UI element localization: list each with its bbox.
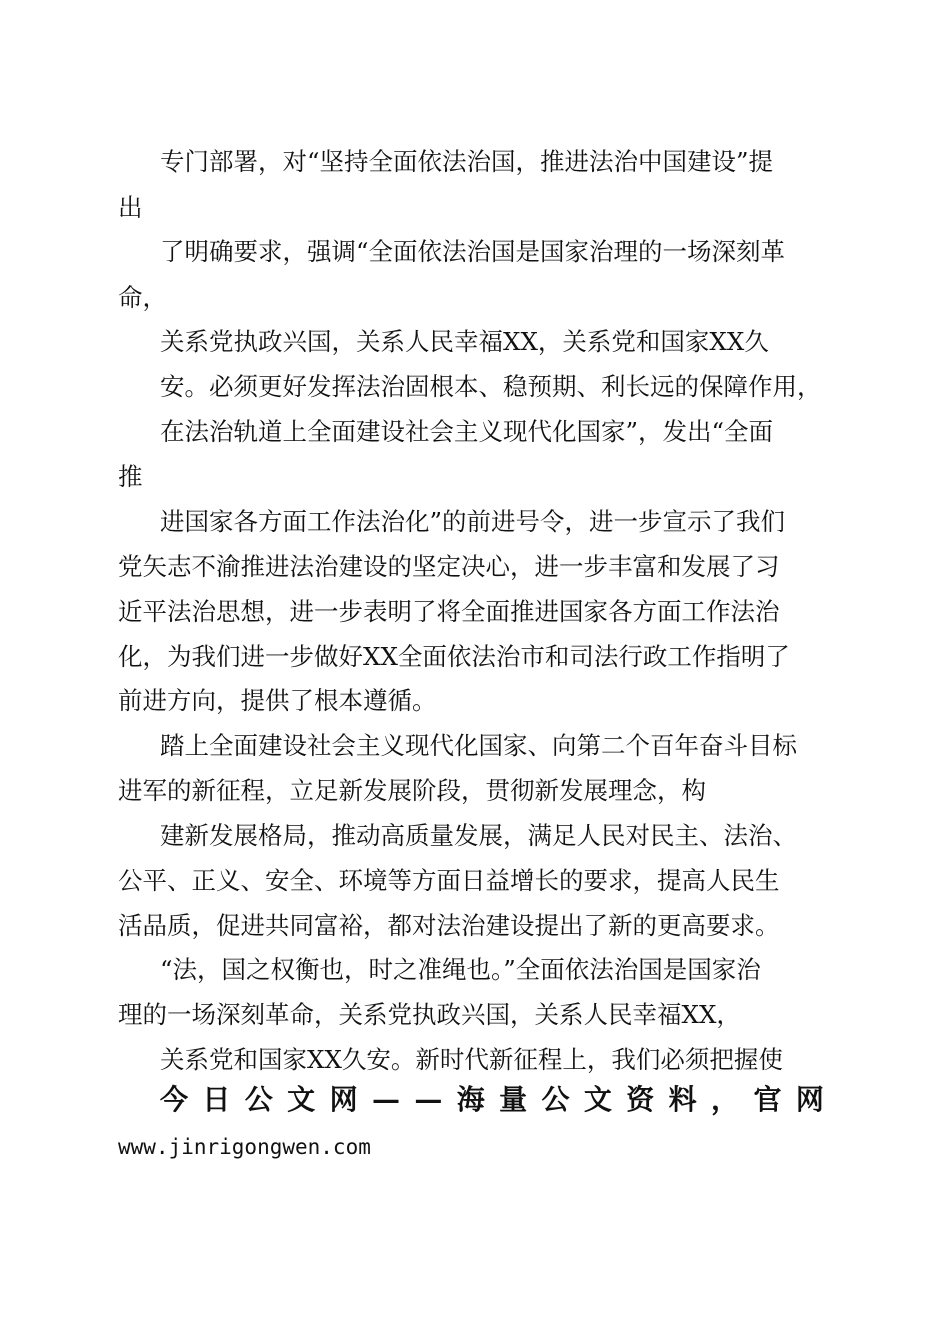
paragraph-line: 建新发展格局，推动高质量发展，满足人民对民主、法治、 bbox=[160, 821, 797, 850]
footer-title-char: 海 bbox=[456, 1083, 485, 1116]
paragraph-line: 关系党执政兴国，关系人民幸福XX，关系党和国家XX久 bbox=[160, 327, 769, 356]
paragraph-line: 出 bbox=[118, 193, 143, 222]
paragraph-line: 理的一场深刻革命，关系党执政兴国，关系人民幸福XX， bbox=[118, 1000, 741, 1029]
paragraph-line: 化，为我们进一步做好XX全面依法治市和司法行政工作指明了 bbox=[118, 642, 790, 671]
footer-title-char: — bbox=[371, 1083, 400, 1116]
footer-title-char: 网 bbox=[329, 1083, 358, 1116]
paragraph-line: 专门部署，对“坚持全面依法治国，推进法治中国建设”提 bbox=[160, 147, 774, 176]
paragraph-line: 前进方向，提供了根本遵循。 bbox=[118, 686, 437, 715]
footer-title-char: 今 bbox=[160, 1083, 189, 1116]
paragraph-line: 进国家各方面工作法治化”的前进号令，进一步宣示了我们 bbox=[160, 507, 786, 536]
paragraph-line: 近平法治思想，进一步表明了将全面推进国家各方面工作法治 bbox=[118, 597, 780, 626]
paragraph-line: 活品质，促进共同富裕，都对法治建设提出了新的更高要求。 bbox=[118, 911, 780, 940]
paragraph-line: 推 bbox=[118, 462, 143, 491]
paragraph-line: 安。必须更好发挥法治固根本、稳预期、利长远的保障作用， bbox=[160, 372, 822, 401]
footer-title-char: 文 bbox=[583, 1083, 612, 1116]
footer-title-char: 文 bbox=[287, 1083, 316, 1116]
footer-title bbox=[160, 1082, 824, 1118]
paragraph-line: 踏上全面建设社会主义现代化国家、向第二个百年奋斗目标 bbox=[160, 731, 797, 760]
paragraph-line: 进军的新征程，立足新发展阶段，贯彻新发展理念，构 bbox=[118, 776, 706, 805]
paragraph-line: 公平、正义、安全、环境等方面日益增长的要求，提高人民生 bbox=[118, 866, 780, 895]
footer-title-char: — bbox=[414, 1083, 443, 1116]
footer-title-char: 网 bbox=[795, 1083, 824, 1116]
footer-title-char: 日 bbox=[202, 1083, 231, 1116]
paragraph-line: 关系党和国家XX久安。新时代新征程上，我们必须把握使 bbox=[160, 1045, 783, 1074]
footer-title-char: 量 bbox=[499, 1083, 528, 1116]
footer-url[interactable]: www.jinrigongwen.com bbox=[118, 1135, 371, 1159]
footer-title-char: 公 bbox=[244, 1083, 273, 1116]
paragraph-line: 了明确要求，强调“全面依法治国是国家治理的一场深刻革 bbox=[160, 237, 786, 266]
footer-title-char: 资 bbox=[626, 1083, 655, 1116]
paragraph-line: 命， bbox=[118, 283, 167, 312]
footer-title-char: ， bbox=[711, 1083, 740, 1116]
footer-title-char: 公 bbox=[541, 1083, 570, 1116]
footer-title-char: 官 bbox=[753, 1083, 782, 1116]
paragraph-line: 在法治轨道上全面建设社会主义现代化国家”，发出“全面 bbox=[160, 417, 774, 446]
footer-title-char: 料 bbox=[668, 1083, 697, 1116]
paragraph-line: “法，国之权衡也，时之准绳也。”全面依法治国是国家治 bbox=[160, 955, 761, 984]
paragraph-line: 党矢志不渝推进法治建设的坚定决心，进一步丰富和发展了习 bbox=[118, 552, 780, 581]
